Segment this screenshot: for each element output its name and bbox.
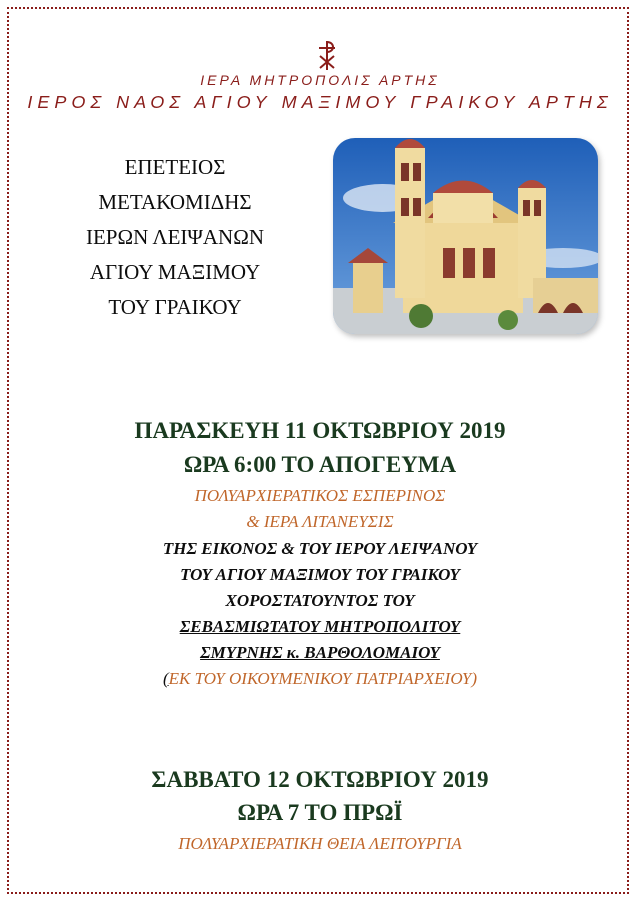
title-line: ΕΠΕΤΕΙΟΣ [124, 155, 226, 179]
friday-service-1: ΠΟΛΥΑΡΧΙΕΡΑΤΙΚΟΣ ΕΣΠΕΡΙΝΟΣ [194, 486, 446, 505]
title-line: ΜΕΤΑΚΟΜΙΔΗΣ [98, 190, 252, 214]
friday-service-2: & ΙΕΡΑ ΛΙΤΑΝΕΥΣΙΣ [246, 512, 394, 531]
friday-time: ΩΡΑ 6:00 ΤΟ ΑΠΟΓΕΥΜΑ [183, 452, 457, 477]
friday-line-6-text: ΕΚ ΤΟΥ ΟΙΚΟΥΜΕΝΙΚΟΥ ΠΑΤΡΙΑΡΧΕΙΟΥ) [168, 669, 478, 688]
chi-rho-cross-icon [313, 38, 341, 72]
friday-date: ΠΑΡΑΣΚΕΥΗ 11 ΟΚΤΩΒΡΙΟΥ 2019 [134, 418, 506, 443]
title-line: ΙΕΡΩΝ ΛΕΙΨΑΝΩΝ [85, 225, 264, 249]
event-title [40, 150, 310, 325]
friday-line-2: ΤΟΥ ΑΓΙΟΥ ΜΑΞΙΜΟΥ ΤΟΥ ΓΡΑΙΚΟΥ [180, 565, 460, 584]
metropolis-heading: ΙΕΡΑ ΜΗΤΡΟΠΟΛΙΣ ΑΡΤΗΣ [200, 72, 440, 88]
church-photo [333, 138, 598, 334]
church-heading: ΙΕΡΟΣ ΝΑΟΣ ΑΓΙΟΥ ΜΑΞΙΜΟΥ ΓΡΑΙΚΟΥ ΑΡΤΗΣ [27, 92, 613, 112]
open-paren: ( [162, 669, 169, 688]
saturday-time: ΩΡΑ 7 ΤΟ ΠΡΩΪ [237, 800, 403, 825]
friday-line-4: ΣΕΒΑΣΜΙΩΤΑΤΟΥ ΜΗΤΡΟΠΟΛΙΤΟΥ [179, 617, 461, 636]
saturday-date: ΣΑΒΒΑΤΟ 12 ΟΚΤΩΒΡΙΟΥ 2019 [151, 767, 489, 792]
title-line: ΑΓΙΟΥ ΜΑΞΙΜΟΥ [89, 260, 261, 284]
friday-line-6 [0, 669, 640, 689]
friday-line-5: ΣΜΥΡΝΗΣ κ. ΒΑΡΘΟΛΟΜΑΙΟΥ [200, 643, 440, 662]
friday-line-1: ΤΗΣ ΕΙΚΟΝΟΣ & ΤΟΥ ΙΕΡΟΥ ΛΕΙΨΑΝΟΥ [162, 539, 478, 558]
title-line: ΤΟΥ ΓΡΑΙΚΟΥ [108, 295, 242, 319]
saturday-service: ΠΟΛΥΑΡΧΙΕΡΑΤΙΚΗ ΘΕΙΑ ΛΕΙΤΟΥΡΓΙΑ [178, 834, 462, 853]
friday-line-3: ΧΟΡΟΣΤΑΤΟΥΝΤΟΣ ΤΟΥ [225, 591, 415, 610]
